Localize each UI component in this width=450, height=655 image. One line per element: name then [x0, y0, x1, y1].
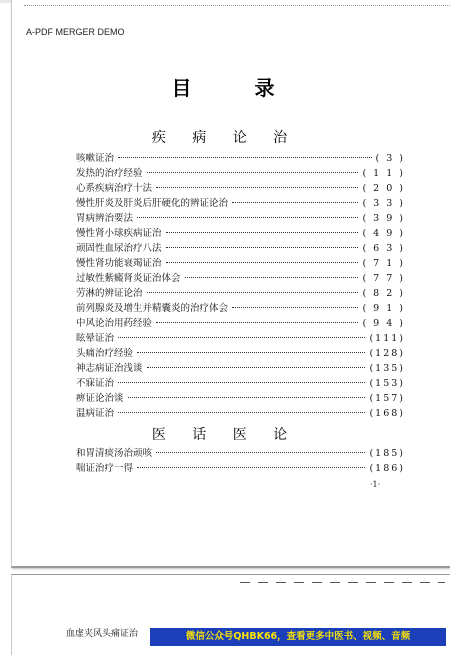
toc-entry-page: ( 9 1 )	[362, 303, 405, 314]
toc-entry-page: ( 7 1 )	[362, 258, 405, 269]
toc-leader	[185, 277, 359, 278]
page-title: 目 录	[171, 76, 303, 100]
toc-entry[interactable]	[76, 391, 405, 406]
toc-entry-page: (168)	[369, 408, 405, 419]
toc-entry[interactable]	[76, 151, 405, 166]
toc-entry[interactable]	[76, 241, 405, 256]
toc-entry[interactable]	[76, 301, 405, 316]
toc-entry-label: 和胃清痰汤治顽咳	[76, 448, 153, 459]
toc-leader	[166, 262, 359, 263]
toc-entry[interactable]	[76, 461, 405, 476]
toc-leader	[137, 352, 365, 353]
toc-entry-page: (186)	[369, 463, 405, 474]
toc-entry-page: (157)	[369, 393, 405, 404]
toc-leader	[118, 382, 365, 383]
toc-leader	[118, 337, 365, 338]
toc-leader	[156, 452, 365, 453]
toc-entry-label: 眩晕证治	[76, 333, 115, 344]
toc-entry[interactable]	[76, 166, 405, 181]
toc-leader	[118, 157, 371, 158]
toc-leader	[232, 202, 358, 203]
toc-entry[interactable]	[76, 331, 405, 346]
toc-leader	[137, 467, 365, 468]
toc-leader	[147, 292, 359, 293]
toc-entry[interactable]	[76, 271, 405, 286]
toc-entry[interactable]	[76, 181, 405, 196]
toc-entry[interactable]	[76, 376, 405, 391]
merger-watermark: A-PDF MERGER DEMO	[26, 27, 125, 37]
page-break-dashes	[240, 582, 445, 583]
page-top-edge-line	[24, 5, 450, 6]
toc-entry-page: ( 2 0 )	[362, 183, 405, 194]
toc-entry-label: 劳淋的辨证论治	[76, 288, 143, 299]
toc-entry-label: 前列腺炎及增生并精囊炎的治疗体会	[76, 303, 229, 314]
toc-entry-page: ( 3 )	[375, 153, 405, 164]
toc-entry-page: ( 8 2 )	[362, 288, 405, 299]
toc-leader	[156, 187, 358, 188]
toc-entry[interactable]	[76, 226, 405, 241]
toc-entry-label: 喘证治疗一得	[76, 463, 134, 474]
toc-list-medical-talk	[76, 446, 405, 476]
toc-leader	[128, 397, 366, 398]
toc-entry-label: 过敏性紫癜肾炎证治体会	[76, 273, 181, 284]
section-heading-medical-talk: 医 话 医 论	[151, 427, 299, 443]
toc-entry-page: ( 6 3 )	[362, 243, 405, 254]
toc-leader	[137, 217, 358, 218]
toc-entry[interactable]	[76, 286, 405, 301]
toc-entry[interactable]	[76, 406, 405, 421]
toc-entry-label: 慢性肾小球疾病证治	[76, 228, 162, 239]
toc-leader	[156, 322, 358, 323]
toc-leader	[232, 307, 358, 308]
toc-entry-label: 慢性肾功能衰竭证治	[76, 258, 162, 269]
toc-entry-label: 痹证论治谈	[76, 393, 124, 404]
toc-entry-label: 顽固性血尿治疗八法	[76, 243, 162, 254]
toc-entry-label: 发热的治疗经验	[76, 168, 143, 179]
toc-leader	[147, 367, 366, 368]
toc-leader	[166, 247, 359, 248]
toc-entry-label: 不寐证治	[76, 378, 115, 389]
toc-entry-page: (153)	[369, 378, 405, 389]
toc-leader	[147, 172, 359, 173]
toc-entry[interactable]	[76, 316, 405, 331]
toc-entry-label: 神志病证治浅谈	[76, 363, 143, 374]
toc-entry-page: (185)	[369, 448, 405, 459]
toc-entry[interactable]	[76, 346, 405, 361]
toc-entry-label: 头痛治疗经验	[76, 348, 134, 359]
toc-entry-page: (135)	[369, 363, 405, 374]
toc-entry[interactable]	[76, 256, 405, 271]
toc-entry-label: 中风论治用药经验	[76, 318, 153, 329]
toc-entry-page: ( 4 9 )	[362, 228, 405, 239]
toc-entry-label: 咳嗽证治	[76, 153, 115, 164]
toc-entry-label: 慢性肝炎及肝炎后肝硬化的辨证论治	[76, 198, 229, 209]
toc-entry-page: ( 3 9 )	[362, 213, 405, 224]
toc-entry-label: 胃病辨治要法	[76, 213, 134, 224]
toc-entry-page: (111)	[369, 333, 405, 344]
toc-entry-page: (128)	[369, 348, 405, 359]
toc-entry-page: ( 7 7 )	[362, 273, 405, 284]
toc-entry-page: ( 9 4 )	[362, 318, 405, 329]
toc-entry[interactable]	[76, 361, 405, 376]
page-number: ·1·	[370, 480, 381, 489]
toc-list-disease	[76, 151, 405, 421]
toc-entry-label: 心系疾病治疗十法	[76, 183, 153, 194]
section-heading-disease: 疾 病 论 治	[151, 130, 299, 146]
toc-entry[interactable]	[76, 446, 405, 461]
toc-entry-page: ( 3 3 )	[362, 198, 405, 209]
toc-leader	[166, 232, 359, 233]
toc-entry-page: ( 1 1 )	[362, 168, 405, 179]
toc-leader	[118, 412, 365, 413]
promo-banner[interactable]: 微信公众号QHBK66，查看更多中医书、视频、音频	[150, 628, 446, 646]
toc-entry-label: 温病证治	[76, 408, 115, 419]
toc-entry[interactable]	[76, 196, 405, 211]
next-page-entry: 血虚夹风头痛证治	[66, 629, 139, 639]
toc-entry[interactable]	[76, 211, 405, 226]
